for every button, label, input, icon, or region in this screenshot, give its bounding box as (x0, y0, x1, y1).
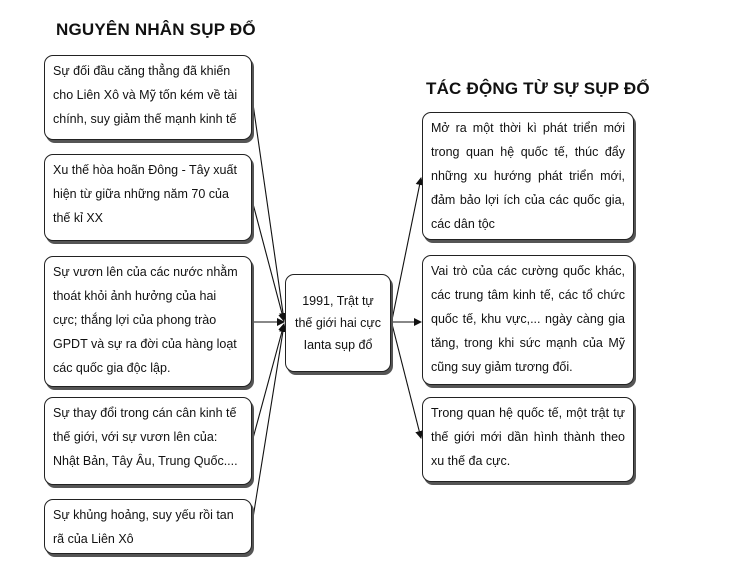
arrow-impact-3 (392, 324, 421, 438)
arrow-cause-2 (252, 200, 284, 321)
causes-heading: NGUYÊN NHÂN SỤP ĐỔ (56, 20, 256, 39)
cause-box-1: Sự đối đầu căng thẳng đã khiến cho Liên Xô và Mỹ tốn kém về tài chính, suy giảm thế mạnh kinh tế (44, 55, 252, 140)
impact-box-3: Trong quan hệ quốc tế, một trật tự thế giới mới dần hình thành theo xu thế đa cực. (422, 397, 634, 482)
arrow-cause-1 (252, 97, 284, 320)
cause-box-5: Sự khủng hoảng, suy yếu rồi tan rã của Liên Xô (44, 499, 252, 554)
impact-box-1: Mở ra một thời kì phát triển mới trong quan hệ quốc tế, thúc đẩy những xu hướng phát triển mới, đảm bảo lợi ích của các quốc gia, các dân tộc (422, 112, 634, 240)
impacts-heading: TÁC ĐỘNG TỪ SỰ SỤP ĐỔ (426, 79, 650, 98)
cause-box-4: Sự thay đổi trong cán cân kinh tế thế giới, với sự vươn lên của: Nhật Bản, Tây Âu, Trung Quốc.... (44, 397, 252, 485)
cause-box-2: Xu thế hòa hoãn Đông - Tây xuất hiện từ giữa những năm 70 của thế kỉ XX (44, 154, 252, 241)
arrow-impact-1 (392, 178, 421, 320)
center-event-box: 1991, Trật tự thế giới hai cực Ianta sụp đổ (285, 274, 391, 372)
cause-box-3: Sự vươn lên của các nước nhằm thoát khỏi ảnh hưởng của hai cực; thắng lợi của phong trào GPDT và sự ra đời của hàng loạt các quốc gia độc lập. (44, 256, 252, 387)
impact-box-2: Vai trò của các cường quốc khác, các trung tâm kinh tế, các tổ chức quốc tế, khu vực,... ngày càng gia tăng, trong khi sức mạnh của Mỹ cũng suy giảm tương đối. (422, 255, 634, 385)
